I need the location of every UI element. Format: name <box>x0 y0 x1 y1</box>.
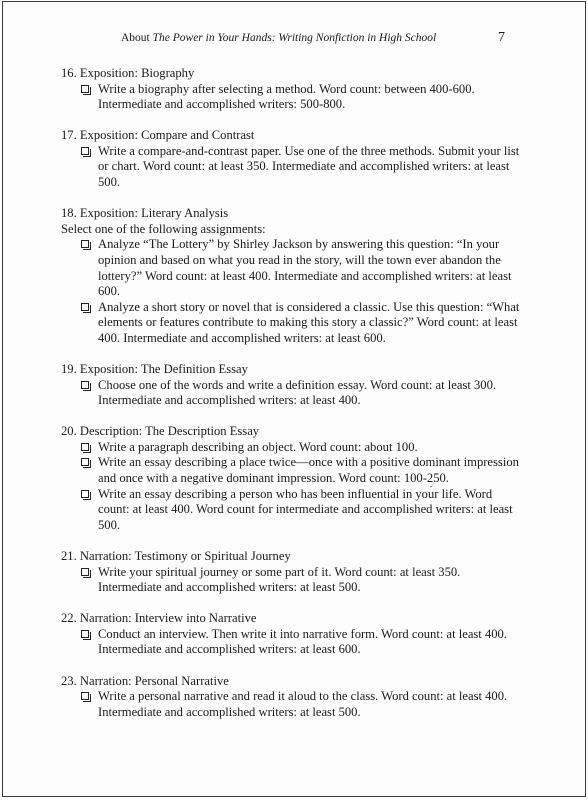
section-heading: 21. Narration: Testimony or Spiritual Journey <box>61 548 291 563</box>
header-title <box>121 32 436 44</box>
assignment-item <box>61 378 521 409</box>
assignment-text: Write your spiritual journey or some part of it. Word count: at least 350. Intermediate and accomplished writers: at least 500. <box>98 564 461 595</box>
assignment-text: Write a compare-and-contrast paper. Use one of the three methods. Submit your list or chart. Word count: at least 350. Intermediate and accomplished writers: at least 500. <box>98 143 520 190</box>
scan-mark <box>430 486 432 487</box>
header-prefix: About <box>121 32 153 44</box>
assignment-text: Choose one of the words and write a definition essay. Word count: at least 300. Intermediate and accomplished writers: at least 400. <box>98 377 497 408</box>
section-heading: 17. Exposition: Compare and Contrast <box>61 128 255 143</box>
assignment-section <box>61 549 521 596</box>
assignment-text: Write an essay describing a place twice—once with a positive dominant impression and once with a negative dominant impression. Word count: 100-250. <box>98 455 519 486</box>
section-heading: 18. Exposition: Literary Analysis <box>61 206 229 221</box>
checkbox-icon <box>81 443 89 451</box>
checkbox-icon <box>81 568 89 576</box>
checkbox-icon <box>81 630 89 638</box>
checkbox-icon <box>81 458 89 466</box>
checkbox-icon <box>81 381 89 389</box>
checkbox-icon <box>81 692 89 700</box>
section-heading: 19. Exposition: The Definition Essay <box>61 362 248 376</box>
document-page <box>2 1 586 797</box>
assignment-text: Write a paragraph describing an object. Word count: about 100. <box>98 439 418 454</box>
assignment-item <box>61 487 521 534</box>
assignment-item <box>61 237 521 299</box>
assignment-text: Write a personal narrative and read it aloud to the class. Word count: at least 400. Intermediate and accomplished writers: at least 500. <box>98 689 508 719</box>
assignment-section <box>61 128 521 190</box>
assignment-section <box>61 674 521 721</box>
assignment-list <box>61 66 521 736</box>
assignment-text: Write an essay describing a person who has been influential in your life. Word count: at least 400. Word count for intermediate and accomplished writers: at least 500. <box>98 486 513 532</box>
assignment-text: Conduct an interview. Then write it into narrative form. Word count: at least 400. Intermediate and accomplished writers: at least 600. <box>98 626 507 657</box>
assignment-item <box>61 82 521 113</box>
assignment-text: Analyze a short story or novel that is considered a classic. Use this question: “What elements or features contribute to making this story a classic?” Word count: at least 400. Intermediate and accomplished writers: at least 600. <box>98 299 520 345</box>
assignment-section <box>61 424 521 533</box>
assignment-section <box>61 611 521 658</box>
assignment-item <box>61 144 521 191</box>
section-heading: 23. Narration: Personal Narrative <box>61 673 229 688</box>
assignment-item <box>61 565 521 596</box>
assignment-item <box>61 627 521 658</box>
assignment-item <box>61 689 521 720</box>
page-number: 7 <box>498 30 505 45</box>
checkbox-icon <box>81 85 89 93</box>
assignment-item <box>61 455 521 486</box>
assignment-section <box>61 206 521 346</box>
section-heading: 22. Narration: Interview into Narrative <box>61 611 257 626</box>
checkbox-icon <box>81 147 89 155</box>
assignment-item <box>61 300 521 347</box>
section-heading: 16. Exposition: Biography <box>61 66 195 80</box>
section-intro: Select one of the following assignments: <box>61 221 266 236</box>
assignment-section <box>61 362 521 409</box>
checkbox-icon <box>81 490 89 498</box>
assignment-text: Analyze “The Lottery” by Shirley Jackson by answering this question: “In your opinion and based on what you read in the story, will the town ever abandon the lottery?” Word count: at least 400. Intermediate and accomplished writers: at least 600. <box>98 237 512 299</box>
checkbox-icon <box>81 240 89 248</box>
header-book-title: The Power in Your Hands: Writing Nonfiction in High School <box>152 32 437 44</box>
assignment-item <box>61 440 521 456</box>
assignment-section <box>61 66 521 113</box>
section-heading: 20. Description: The Description Essay <box>61 424 260 439</box>
assignment-text: Write a biography after selecting a method. Word count: between 400-600. Intermediate and accomplished writers: 500-800. <box>98 81 475 112</box>
checkbox-icon <box>81 303 89 311</box>
